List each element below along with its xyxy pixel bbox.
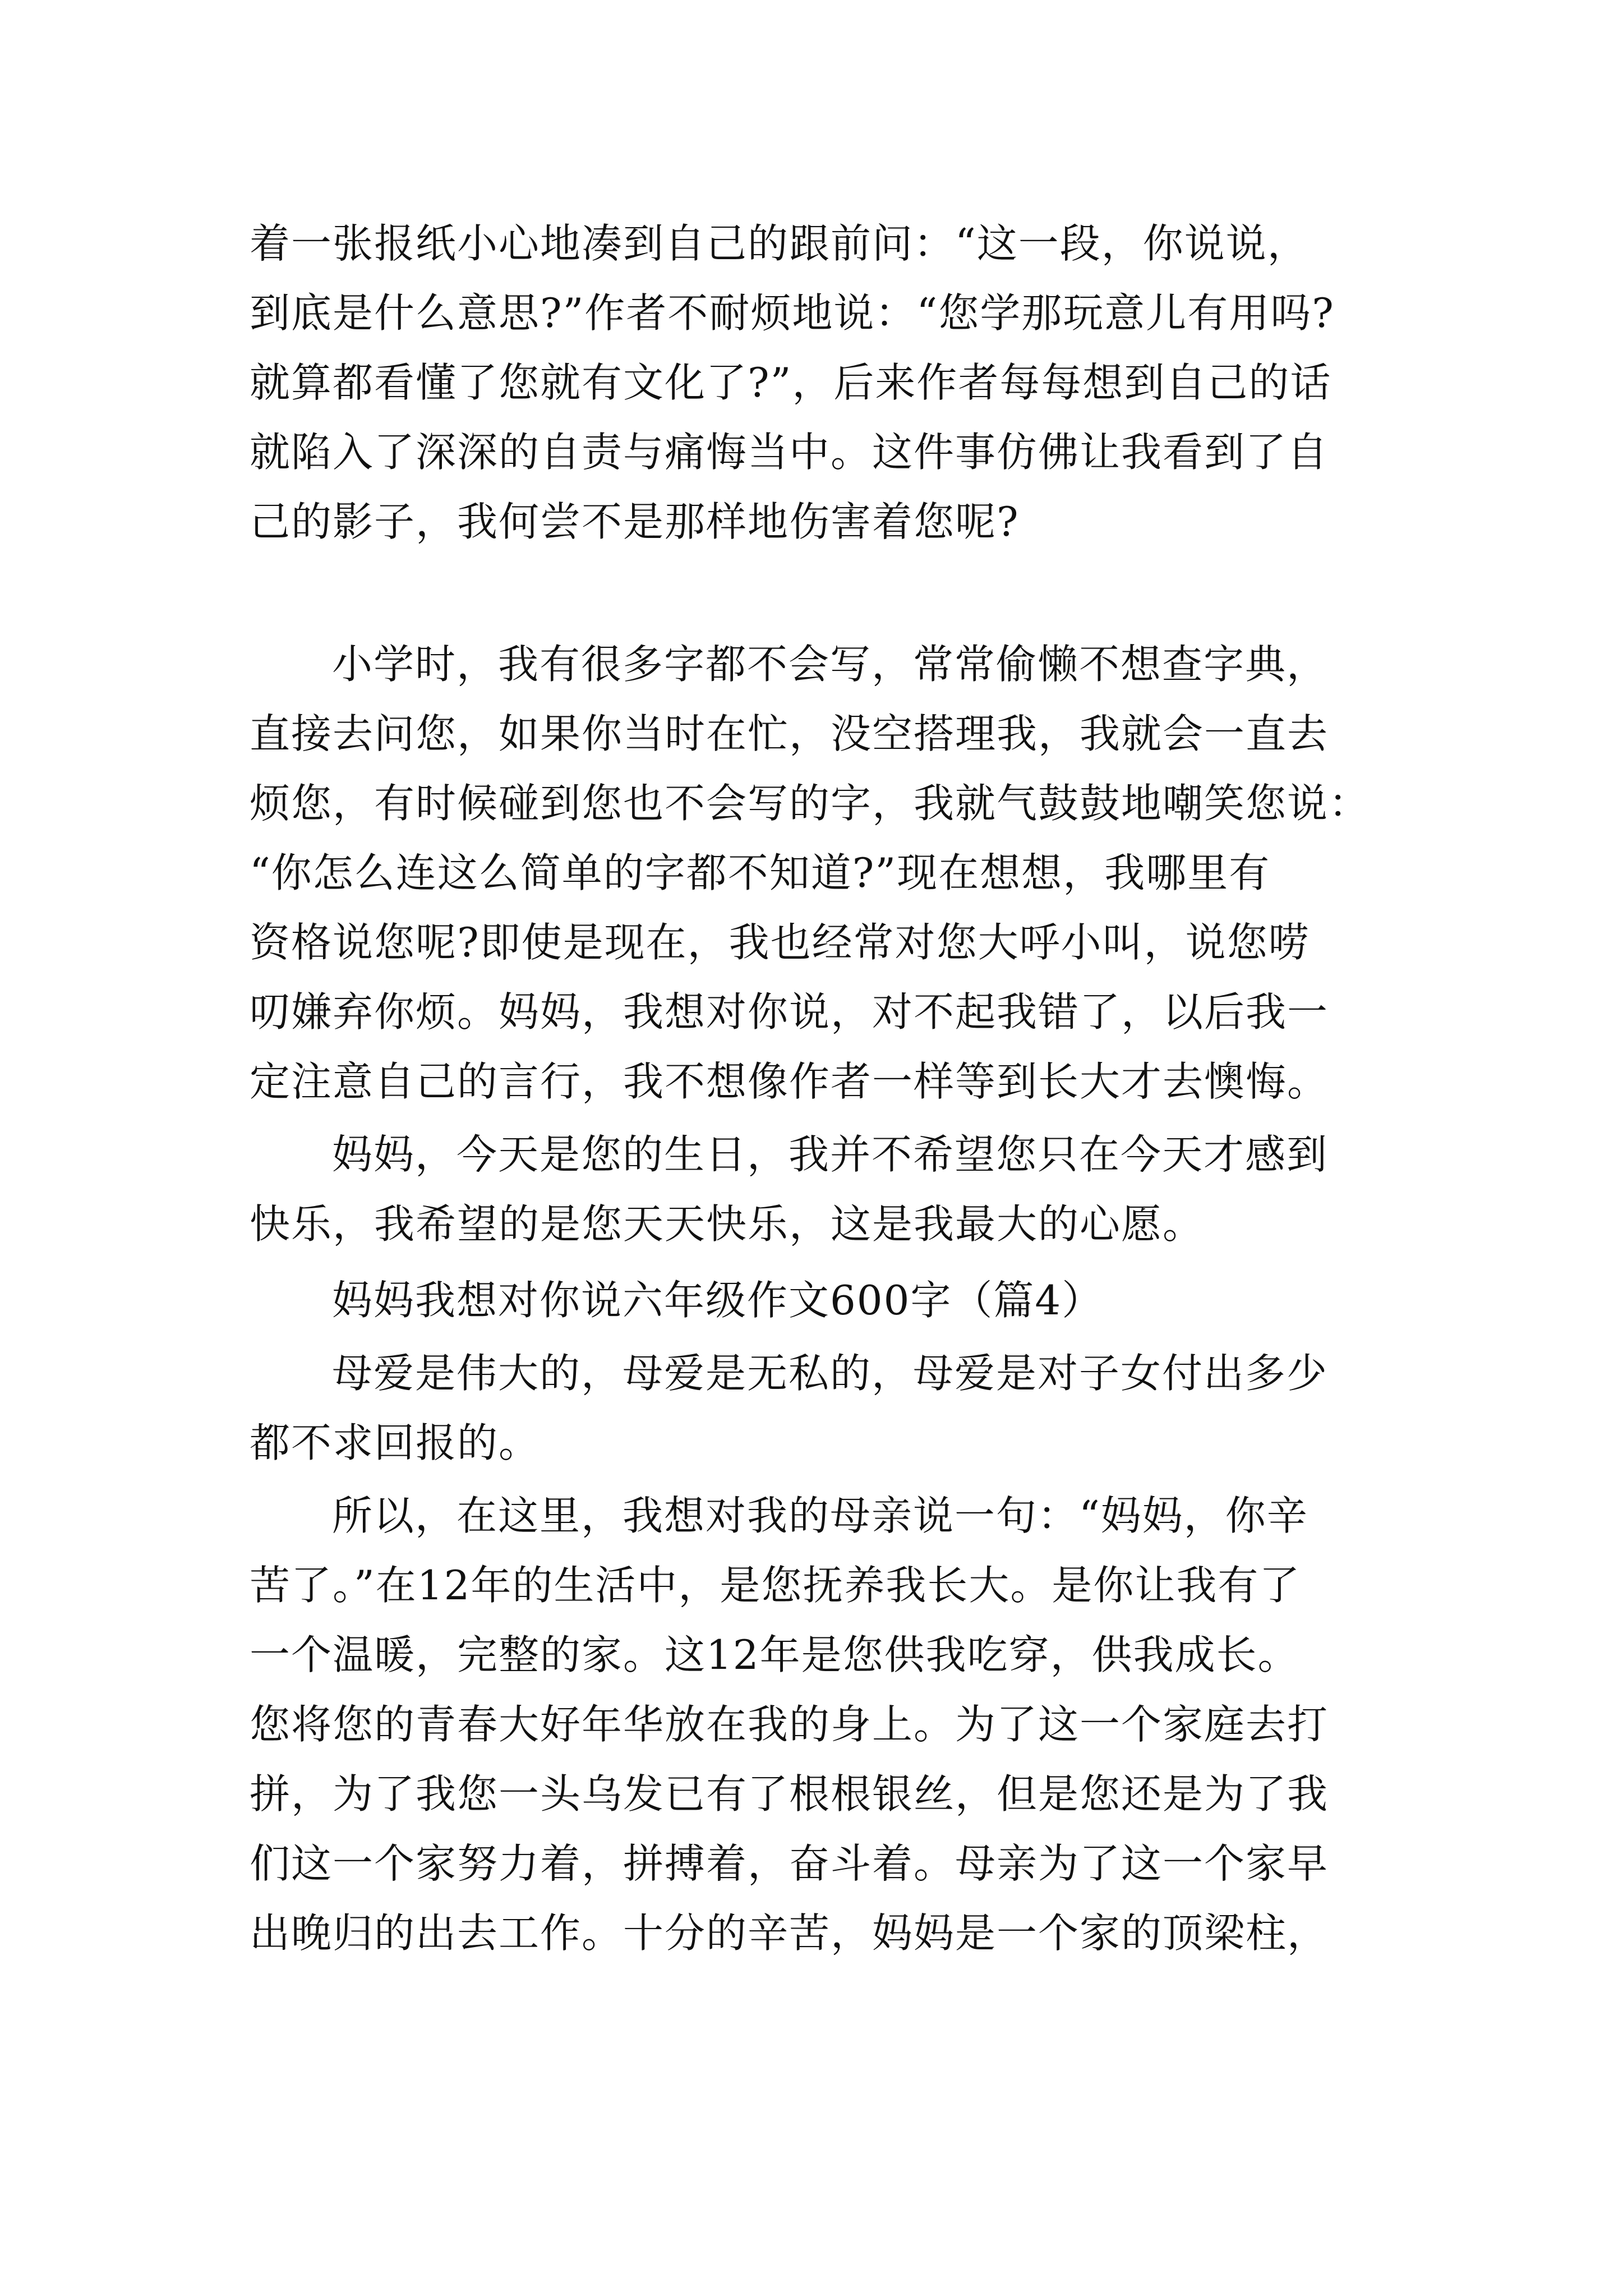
paragraph-start-line: 所以，在这里，我想对我的母亲说一句：“妈妈，你辛 (332, 1492, 1308, 1539)
text-line: 苦了。”在12年的生活中，是您抚养我长大。是你让我有了 (250, 1562, 1301, 1609)
paragraph-start-line: 小学时，我有很多字都不会写，常常偷懒不想查字典， (332, 641, 1329, 688)
text-line: 就陷入了深深的自责与痛悔当中。这件事仿佛让我看到了自 (250, 429, 1329, 476)
text-line: 您将您的青春大好年华放在我的身上。为了这一个家庭去打 (250, 1701, 1329, 1748)
text-line: 定注意自己的言行，我不想像作者一样等到长大才去懊悔。 (250, 1058, 1329, 1105)
text-line: 快乐，我希望的是您天天快乐，这是我最大的心愿。 (250, 1200, 1205, 1248)
paragraph-start-line: 母爱是伟大的，母爱是无私的，母爱是对子女付出多少 (332, 1350, 1329, 1397)
text-line: 直接去问您，如果你当时在忙，没空搭理我，我就会一直去 (250, 710, 1329, 757)
text-line: 拼，为了我您一头乌发已有了根根银丝，但是您还是为了我 (250, 1770, 1329, 1818)
text-line: 们这一个家努力着，拼搏着，奋斗着。母亲为了这一个家早 (250, 1840, 1329, 1887)
text-line: 就算都看懂了您就有文化了?”，后来作者每每想到自己的话 (250, 359, 1332, 406)
text-line: 资格说您呢?即使是现在，我也经常对您大呼小叫，说您唠 (250, 919, 1310, 966)
text-line: 着一张报纸小心地凑到自己的跟前问：“这一段，你说说， (250, 220, 1309, 267)
text-line: 烦您，有时候碰到您也不会写的字，我就气鼓鼓地嘲笑您说： (250, 780, 1371, 827)
text-line: 一个温暖，完整的家。这12年是您供我吃穿，供我成长。 (250, 1631, 1299, 1678)
text-line: “你怎么连这么简单的字都不知道?”现在想想，我哪里有 (250, 849, 1271, 896)
paragraph-start-line: 妈妈，今天是您的生日，我并不希望您只在今天才感到 (332, 1131, 1329, 1178)
text-line: 己的影子，我何尝不是那样地伤害着您呢? (250, 498, 1020, 545)
text-line: 出晚归的出去工作。十分的辛苦，妈妈是一个家的顶梁柱， (250, 1910, 1329, 1957)
section-heading: 妈妈我想对你说六年级作文600字（篇4） (332, 1277, 1104, 1324)
text-line: 到底是什么意思?”作者不耐烦地说：“您学那玩意儿有用吗? (250, 289, 1335, 337)
text-line: 叨嫌弃你烦。妈妈，我想对你说，对不起我错了，以后我一 (250, 988, 1329, 1036)
text-line: 都不求回报的。 (250, 1419, 541, 1466)
